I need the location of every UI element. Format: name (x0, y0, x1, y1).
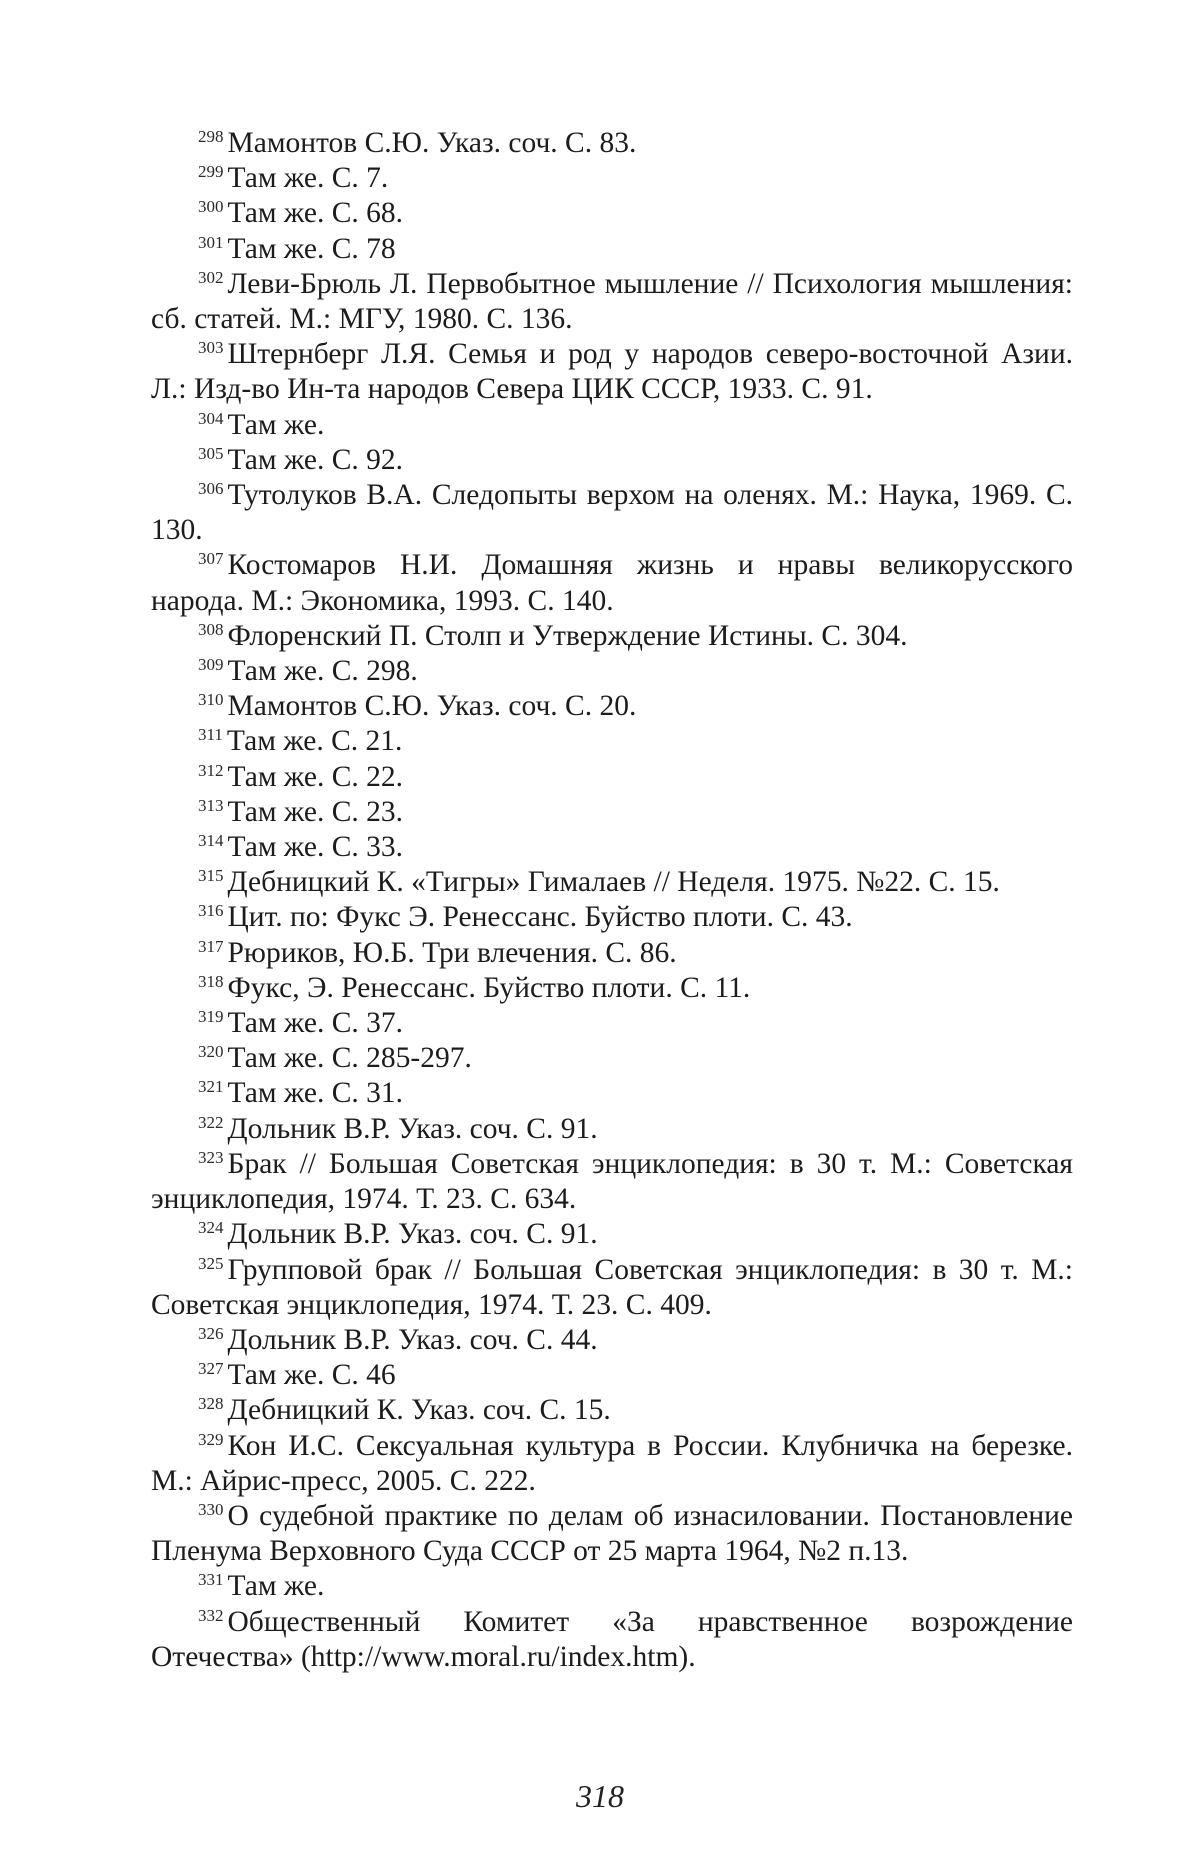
footnote-number: 331 (198, 1570, 224, 1589)
footnote-text: Дольник В.Р. Указ. соч. С. 91. (228, 1218, 598, 1250)
footnote-text: Там же. С. 78 (228, 233, 396, 265)
footnote (151, 196, 1073, 231)
footnote (151, 1253, 1073, 1323)
footnote-number: 323 (198, 1148, 224, 1167)
footnote-number: 318 (198, 972, 224, 991)
footnote-number: 329 (198, 1430, 224, 1449)
footnote-number: 313 (198, 796, 224, 815)
footnote (151, 1605, 1073, 1675)
footnote (151, 1323, 1073, 1358)
footnote (151, 126, 1073, 161)
footnote-text: Там же. С. 23. (228, 796, 404, 828)
footnote (151, 654, 1073, 689)
footnote (151, 1006, 1073, 1041)
footnote-number: 322 (198, 1113, 224, 1132)
footnote (151, 1393, 1073, 1428)
footnote-text: Там же. С. 285-297. (228, 1042, 472, 1074)
footnote (151, 1112, 1073, 1147)
footnote-text: Дебницкий К. «Тигры» Гималаев // Неделя. 1975. №22. С. 15. (228, 866, 1000, 898)
footnote-text: Костомаров Н.И. Домашняя жизнь и нравы великорусского народа. М.: Экономика, 1993. С. 140. (151, 549, 1073, 616)
page-number: 318 (0, 1778, 1200, 1815)
footnote-number: 304 (198, 409, 224, 428)
footnote-number: 299 (198, 162, 224, 181)
footnote-number: 327 (198, 1359, 224, 1378)
footnote-number: 298 (198, 127, 224, 146)
footnote-number: 302 (198, 268, 224, 287)
footnote-text: Фукс, Э. Ренессанс. Буйство плоти. С. 11. (228, 972, 751, 1004)
footnote (151, 1217, 1073, 1252)
footnote-text: Флоренский П. Столп и Утверждение Истины. С. 304. (228, 620, 908, 652)
footnote-text: Дольник В.Р. Указ. соч. С. 91. (228, 1113, 598, 1145)
footnote-text: Там же. С. 31. (228, 1077, 404, 1109)
footnote-number: 328 (198, 1394, 224, 1413)
footnote-text: Там же. С. 22. (228, 761, 404, 793)
footnote-text: Цит. по: Фукс Э. Ренессанс. Буйство плоти. С. 43. (228, 901, 853, 933)
footnote-number: 326 (198, 1324, 224, 1343)
footnote-number: 301 (198, 233, 224, 252)
footnote-text: Тутолуков В.А. Следопыты верхом на оленях. М.: Наука, 1969. С. 130. (151, 479, 1073, 546)
footnote (151, 865, 1073, 900)
footnote (151, 760, 1073, 795)
footnote-number: 315 (198, 866, 224, 885)
footnote (151, 443, 1073, 478)
footnote-text: Мамонтов С.Ю. Указ. соч. С. 83. (228, 127, 637, 159)
footnote-text: Там же. С. 68. (228, 197, 404, 229)
footnote-number: 312 (198, 761, 224, 780)
footnote-number: 306 (198, 479, 224, 498)
footnote (151, 408, 1073, 443)
footnote-text: Рюриков, Ю.Б. Три влечения. С. 86. (228, 937, 677, 969)
footnote-number: 332 (198, 1606, 224, 1625)
footnote (151, 971, 1073, 1006)
footnote (151, 161, 1073, 196)
footnote-number: 316 (198, 901, 224, 920)
footnote (151, 830, 1073, 865)
footnote-number: 320 (198, 1042, 224, 1061)
footnote (151, 724, 1073, 759)
footnote-number: 321 (198, 1077, 224, 1096)
footnote-number: 324 (198, 1218, 224, 1237)
footnote-text: Леви-Брюль Л. Первобытное мышление // Психология мышления: сб. статей. М.: МГУ, 1980. С. 136. (151, 268, 1073, 335)
footnote-text: Там же. С. 7. (228, 162, 389, 194)
footnote-number: 305 (198, 444, 224, 463)
footnote-text: Там же. С. 298. (228, 655, 418, 687)
footnote-text: Брак // Большая Советская энциклопедия: в 30 т. М.: Советская энциклопедия, 1974. Т. 23. С. 634. (151, 1148, 1073, 1215)
footnote-text: Там же. С. 92. (228, 444, 404, 476)
footnote (151, 337, 1073, 407)
footnotes-list (151, 126, 1073, 1675)
footnote-number: 311 (198, 725, 223, 744)
footnote (151, 1499, 1073, 1569)
footnote-text: Там же. С. 37. (228, 1007, 404, 1039)
footnote (151, 267, 1073, 337)
footnote-text: Групповой брак // Большая Советская энциклопедия: в 30 т. М.: Советская энциклопедия, 1974. Т. 23. С. 409. (151, 1254, 1073, 1321)
footnote (151, 548, 1073, 618)
footnote-number: 319 (198, 1007, 224, 1026)
footnote (151, 1041, 1073, 1076)
footnote (151, 936, 1073, 971)
footnote-number: 330 (198, 1500, 224, 1519)
footnote (151, 1076, 1073, 1111)
footnote-text: Штернберг Л.Я. Семья и род у народов северо-восточной Азии. Л.: Изд-во Ин-та народов Севера ЦИК СССР, 1933. С. 91. (151, 338, 1073, 405)
footnote-text: Мамонтов С.Ю. Указ. соч. С. 20. (228, 690, 637, 722)
footnote (151, 619, 1073, 654)
book-page (0, 0, 1200, 1874)
footnote-text: Там же. С. 21. (227, 725, 403, 757)
footnote-text: Там же. С. 33. (228, 831, 404, 863)
footnote-number: 314 (198, 831, 224, 850)
footnote-text: Общественный Комитет «За нравственное возрождение Отечества» (http://www.moral.ru/index.htm). (151, 1606, 1073, 1673)
footnote (151, 900, 1073, 935)
footnote-text: Дебницкий К. Указ. соч. С. 15. (228, 1394, 611, 1426)
footnote (151, 1147, 1073, 1217)
footnote (151, 478, 1073, 548)
footnote-number: 307 (198, 549, 224, 568)
footnote-number: 317 (198, 937, 224, 956)
footnote-number: 325 (198, 1254, 224, 1273)
footnote-text: Кон И.С. Сексуальная культура в России. Клубничка на березке. М.: Айрис-пресс, 2005. С. 222. (151, 1430, 1073, 1497)
footnote (151, 1429, 1073, 1499)
footnote-text: Дольник В.Р. Указ. соч. С. 44. (228, 1324, 598, 1356)
footnote-text: О судебной практике по делам об изнасиловании. Постановление Пленума Верховного Суда СССР от 25 марта 1964, №2 п.13. (151, 1500, 1073, 1567)
footnote (151, 232, 1073, 267)
footnote-text: Там же. (228, 1570, 325, 1602)
footnote (151, 689, 1073, 724)
footnote (151, 1569, 1073, 1604)
footnote-text: Там же. (228, 409, 325, 441)
footnote-number: 309 (198, 655, 224, 674)
footnote (151, 1358, 1073, 1393)
footnote-number: 310 (198, 690, 224, 709)
footnote-number: 303 (198, 338, 224, 357)
footnote (151, 795, 1073, 830)
footnote-text: Там же. С. 46 (228, 1359, 396, 1391)
footnote-number: 300 (198, 197, 224, 216)
footnote-number: 308 (198, 620, 224, 639)
